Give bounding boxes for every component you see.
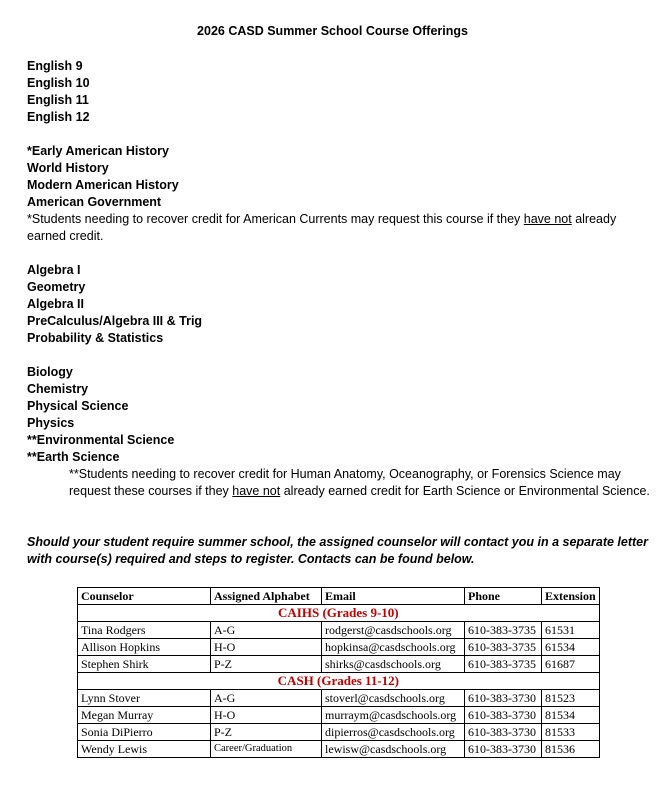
course-item: Biology [27,365,73,379]
science-courses [27,364,657,500]
course-item: *Early American History [27,144,169,158]
table-row [78,639,600,656]
phone-cell: 610-383-3730 [465,690,542,707]
counselor-name: Megan Murray [78,707,211,724]
counselor-callout: Should your student require summer school, the assigned counselor will contact you in a separate letter with course(s) required and steps to register. Contacts can be found below. [27,535,648,566]
counselor-name: Allison Hopkins [78,639,211,656]
course-item: **Earth Science [27,450,120,464]
phone-cell: 610-383-3730 [465,741,542,758]
math-courses [27,262,657,347]
table-row [78,656,600,673]
counselor-name: Tina Rodgers [78,622,211,639]
course-item: English 10 [27,76,90,90]
assigned-alphabet: A-G [211,622,322,639]
email-cell[interactable]: shirks@casdschools.org [322,656,465,673]
column-header: Extension [542,588,600,605]
underlined-text: have not [232,484,281,498]
extension-cell: 81534 [542,707,600,724]
email-cell[interactable]: rodgerst@casdschools.org [322,622,465,639]
extension-cell: 81523 [542,690,600,707]
counselor-name: Stephen Shirk [78,656,211,673]
extension-cell: 61534 [542,639,600,656]
email-cell[interactable]: stoverl@casdschools.org [322,690,465,707]
email-cell[interactable]: lewisw@casdschools.org [322,741,465,758]
phone-cell: 610-383-3735 [465,622,542,639]
extension-cell: 61531 [542,622,600,639]
extension-cell: 81536 [542,741,600,758]
group-header-row [78,673,600,690]
assigned-alphabet: A-G [211,690,322,707]
school-group-label: CAIHS (Grades 9-10) [78,605,600,622]
social-studies-note: *Students needing to recover credit for American Currents may request this course if they have not already earned credit. [27,212,617,243]
assigned-alphabet: H-O [211,639,322,656]
column-header: Email [322,588,465,605]
table-row [78,622,600,639]
table-row [78,741,600,758]
course-item: English 12 [27,110,90,124]
counselor-table [77,587,600,758]
table-row [78,707,600,724]
course-item: Modern American History [27,178,179,192]
phone-cell: 610-383-3730 [465,724,542,741]
table-row [78,690,600,707]
counselor-name: Wendy Lewis [78,741,211,758]
counselor-name: Sonia DiPierro [78,724,211,741]
phone-cell: 610-383-3735 [465,639,542,656]
assigned-alphabet: Career/Graduation [211,741,322,758]
course-item: Chemistry [27,382,89,396]
course-item: Probability & Statistics [27,331,164,345]
course-item: **Environmental Science [27,433,175,447]
course-item: Geometry [27,280,86,294]
course-item: English 11 [27,93,89,107]
table-header-row [78,588,600,605]
email-cell[interactable]: murraym@casdschools.org [322,707,465,724]
phone-cell: 610-383-3735 [465,656,542,673]
course-item: Algebra I [27,263,81,277]
course-item: Physical Science [27,399,129,413]
school-group-label: CASH (Grades 11-12) [78,673,600,690]
phone-cell: 610-383-3730 [465,707,542,724]
course-item: Algebra II [27,297,84,311]
social-studies-courses [27,143,657,245]
course-item: PreCalculus/Algebra III & Trig [27,314,203,328]
column-header: Assigned Alphabet [211,588,322,605]
assigned-alphabet: P-Z [211,656,322,673]
english-courses [27,58,657,126]
course-item: Physics [27,416,75,430]
course-item: American Government [27,195,162,209]
table-row [78,724,600,741]
group-header-row [78,605,600,622]
column-header: Counselor [78,588,211,605]
counselor-name: Lynn Stover [78,690,211,707]
extension-cell: 61687 [542,656,600,673]
page-title: 2026 CASD Summer School Course Offerings [197,24,468,38]
email-cell[interactable]: dipierros@casdschools.org [322,724,465,741]
email-cell[interactable]: hopkinsa@casdschools.org [322,639,465,656]
assigned-alphabet: H-O [211,707,322,724]
assigned-alphabet: P-Z [211,724,322,741]
science-note: **Students needing to recover credit for Human Anatomy, Oceanography, or Forensics Science may request these courses if they have not already earned credit for Earth Science or Environmental Science. [69,467,650,498]
extension-cell: 81533 [542,724,600,741]
course-item: English 9 [27,59,83,73]
course-item: World History [27,161,109,175]
underlined-text: have not [523,212,572,226]
column-header: Phone [465,588,542,605]
